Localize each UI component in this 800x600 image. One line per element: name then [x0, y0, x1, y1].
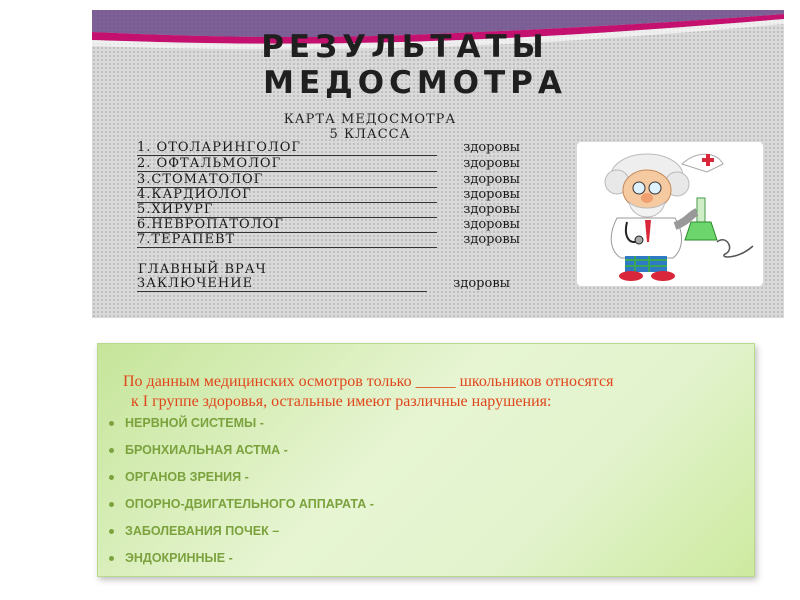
exam-row-result: здоровы — [463, 156, 520, 171]
exam-row — [137, 233, 520, 248]
exam-row-label: 4.КАРДИОЛОГ — [137, 187, 252, 202]
bullet-icon — [109, 529, 114, 534]
bullet-icon — [109, 475, 114, 480]
bullet-icon — [109, 502, 114, 507]
bullet-icon — [109, 448, 114, 453]
list-item: БРОНХИАЛЬНАЯ АСТМА - — [98, 443, 374, 470]
list-item: НЕРВНОЙ СИСТЕМЫ - — [98, 416, 374, 443]
exam-row-label: 3.СТОМАТОЛОГ — [137, 172, 264, 187]
doctor-illustration — [577, 142, 763, 286]
exam-row — [137, 157, 520, 172]
bullet-icon — [109, 556, 114, 561]
conclusion-row — [137, 277, 510, 292]
exam-row-result: здоровы — [463, 187, 520, 202]
list-item: ОРГАНОВ ЗРЕНИЯ - — [98, 470, 374, 497]
exam-row — [137, 173, 520, 188]
exam-row-result: здоровы — [463, 172, 520, 187]
exam-row-label: 6.НЕВРОПАТОЛОГ — [137, 217, 284, 232]
doctor-cartoon-image — [577, 142, 763, 286]
exam-row-result: здоровы — [463, 140, 520, 155]
exam-row — [137, 188, 520, 203]
conclusion-result: здоровы — [453, 276, 510, 291]
bullet-icon — [109, 421, 114, 426]
card-heading: КАРТА МЕДОСМОТРА — [283, 112, 457, 127]
exam-row-label: 2. ОФТАЛЬМОЛОГ — [137, 156, 282, 171]
card-class: 5 КЛАССА — [329, 127, 411, 142]
exam-row-result: здоровы — [463, 217, 520, 232]
exam-row-label: 5.ХИРУРГ — [137, 202, 214, 217]
conclusion-label: ЗАКЛЮЧЕНИЕ — [137, 276, 254, 291]
list-item: ЭНДОКРИННЫЕ - — [98, 551, 374, 578]
title-line2: МЕДОСМОТРА — [263, 65, 567, 101]
chief-doctor-label: ГЛАВНЫЙ ВРАЧ — [138, 262, 267, 277]
exam-row — [137, 218, 520, 233]
list-item: ОПОРНО-ДВИГАТЕЛЬНОГО АППАРАТА - — [98, 497, 374, 524]
exam-row-result: здоровы — [463, 202, 520, 217]
exam-row — [137, 141, 520, 156]
summary-intro-line2: к I группе здоровья, остальные имеют различные нарушения: — [131, 393, 552, 410]
list-item: ЗАБОЛЕВАНИЯ ПОЧЕК – — [98, 524, 374, 551]
summary-panel — [97, 343, 755, 577]
title-line1: РЕЗУЛЬТАТЫ — [261, 29, 549, 65]
exam-row-label: 7.ТЕРАПЕВТ — [137, 232, 236, 247]
summary-intro-line1: По данным медицинских осмотров только _____ школьников относятся — [123, 373, 614, 390]
disorders-list — [98, 416, 374, 578]
exam-row — [137, 203, 520, 218]
summary-intro — [123, 372, 743, 412]
exam-row-label: 1. ОТОЛАРИНГОЛОГ — [137, 140, 302, 155]
exam-row-result: здоровы — [463, 232, 520, 247]
